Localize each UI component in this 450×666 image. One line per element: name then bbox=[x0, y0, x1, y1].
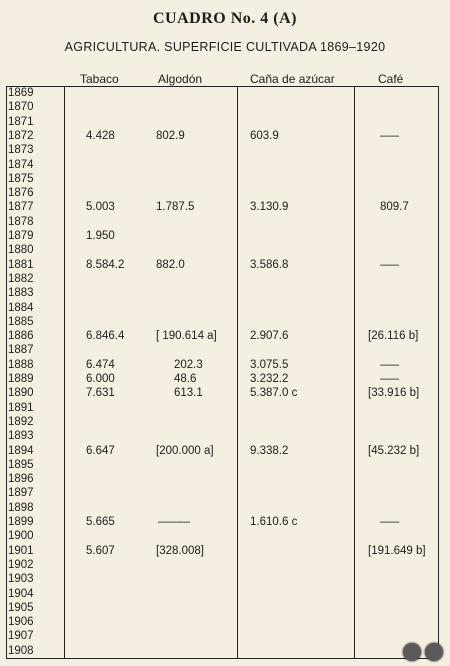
table-cell-algodon: 202.3 bbox=[174, 358, 203, 371]
table-frame bbox=[6, 86, 439, 659]
table-cell-cafe: 809.7 bbox=[380, 201, 409, 214]
year-label: 1891 bbox=[8, 401, 34, 414]
table-cell-tabaco: 6.846.4 bbox=[86, 330, 125, 343]
year-label: 1897 bbox=[8, 487, 34, 500]
year-label: 1898 bbox=[8, 501, 34, 514]
year-label: 1887 bbox=[8, 344, 34, 357]
table-cell-cana: 9.338.2 bbox=[250, 444, 289, 457]
year-label: 1870 bbox=[8, 101, 34, 114]
table-cell-tabaco: 5.003 bbox=[86, 201, 115, 214]
table-cell-algodon: 1.787.5 bbox=[156, 201, 195, 214]
table-cell-cana: 3.075.5 bbox=[250, 358, 289, 371]
table-cell-cafe: ––– bbox=[380, 258, 400, 271]
table-cell-algodon: [328.008] bbox=[156, 544, 204, 557]
year-label: 1908 bbox=[8, 644, 34, 657]
forward-nav-icon[interactable] bbox=[425, 643, 443, 661]
year-label: 1886 bbox=[8, 330, 34, 343]
year-label: 1899 bbox=[8, 516, 34, 528]
year-label: 1888 bbox=[8, 358, 34, 371]
header-algodon: Algodón bbox=[158, 72, 203, 86]
column-divider bbox=[354, 86, 355, 659]
year-label: 1885 bbox=[8, 315, 34, 328]
header-tabaco: Tabaco bbox=[80, 72, 119, 86]
year-label: 1889 bbox=[8, 373, 34, 385]
table-cell-tabaco: 4.428 bbox=[86, 129, 115, 142]
header-cana: Caña de azúcar bbox=[250, 72, 335, 86]
table-cell-cafe: [26.116 b] bbox=[368, 330, 419, 343]
year-label: 1894 bbox=[8, 444, 34, 457]
year-label: 1901 bbox=[8, 544, 34, 557]
table-cell-algodon: 48.6 bbox=[174, 373, 197, 385]
year-label: 1876 bbox=[8, 187, 34, 200]
year-label: 1881 bbox=[8, 258, 34, 271]
year-label: 1880 bbox=[8, 244, 34, 257]
header-cafe: Café bbox=[378, 72, 404, 86]
table-cell-cana: 3.130.9 bbox=[250, 201, 289, 214]
table-cell-cafe: ––– bbox=[380, 373, 400, 385]
year-label: 1900 bbox=[8, 530, 34, 543]
document-title: CUADRO No. 4 (A) bbox=[153, 10, 297, 27]
year-label: 1893 bbox=[8, 430, 34, 443]
table-cell-tabaco: 6.474 bbox=[86, 358, 115, 371]
year-label: 1905 bbox=[8, 601, 34, 614]
year-label: 1890 bbox=[8, 387, 34, 400]
year-label: 1895 bbox=[8, 458, 34, 471]
year-label: 1896 bbox=[8, 473, 34, 486]
table-cell-cana: 2.907.6 bbox=[250, 330, 289, 343]
table-cell-cana: 1.610.6 c bbox=[250, 516, 298, 528]
year-label: 1903 bbox=[8, 573, 34, 586]
year-label: 1906 bbox=[8, 616, 34, 629]
table-cell-cafe: ––– bbox=[380, 129, 400, 142]
table-cell-cafe: ––– bbox=[380, 516, 400, 528]
year-label: 1872 bbox=[8, 129, 34, 142]
table-cell-tabaco: 6.000 bbox=[86, 373, 115, 385]
year-label: 1875 bbox=[8, 172, 34, 185]
year-label: 1883 bbox=[8, 287, 34, 300]
table-cell-tabaco: 8.584.2 bbox=[86, 258, 125, 271]
table-cell-cana: 603.9 bbox=[250, 129, 279, 142]
table-cell-algodon: 882.0 bbox=[156, 258, 185, 271]
table-cell-cafe: [191.649 b] bbox=[368, 544, 426, 557]
table-cell-algodon: 802.9 bbox=[156, 129, 185, 142]
table-cell-algodon: [200.000 a] bbox=[156, 444, 214, 457]
year-label: 1902 bbox=[8, 558, 34, 571]
year-label: 1892 bbox=[8, 415, 34, 428]
table-cell-algodon: [ 190.614 a] bbox=[156, 330, 217, 343]
table-cell-cana: 3.586.8 bbox=[250, 258, 289, 271]
table-cell-tabaco: 1.950 bbox=[86, 230, 115, 242]
year-label: 1873 bbox=[8, 144, 34, 157]
table-cell-cana: 3.232.2 bbox=[250, 373, 289, 385]
table-cell-cana: 5.387.0 c bbox=[250, 387, 298, 400]
year-label: 1871 bbox=[8, 115, 34, 128]
year-label: 1907 bbox=[8, 630, 34, 643]
table-cell-tabaco: 7.631 bbox=[86, 387, 115, 400]
year-label: 1904 bbox=[8, 587, 34, 600]
table-cell-algodon: ––––– bbox=[158, 516, 190, 528]
table-cell-algodon: 613.1 bbox=[174, 387, 203, 400]
year-label: 1874 bbox=[8, 158, 34, 171]
table-cell-tabaco: 6.647 bbox=[86, 444, 115, 457]
column-divider bbox=[237, 86, 238, 659]
table-cell-cafe: [33.916 b] bbox=[368, 387, 420, 400]
table-cell-tabaco: 5.607 bbox=[86, 544, 115, 557]
document-subtitle: AGRICULTURA. SUPERFICIE CULTIVADA 1869–1920 bbox=[64, 40, 386, 54]
table-cell-tabaco: 5.665 bbox=[86, 516, 115, 528]
year-label: 1877 bbox=[8, 201, 34, 214]
table-cell-cafe: ––– bbox=[380, 358, 400, 371]
year-label: 1878 bbox=[8, 215, 34, 228]
column-divider bbox=[64, 86, 65, 659]
table-cell-cafe: [45.232 b] bbox=[368, 444, 420, 457]
year-label: 1869 bbox=[8, 87, 34, 99]
back-nav-icon[interactable] bbox=[403, 643, 421, 661]
year-label: 1884 bbox=[8, 301, 34, 314]
year-label: 1882 bbox=[8, 272, 34, 285]
year-label: 1879 bbox=[8, 230, 34, 242]
